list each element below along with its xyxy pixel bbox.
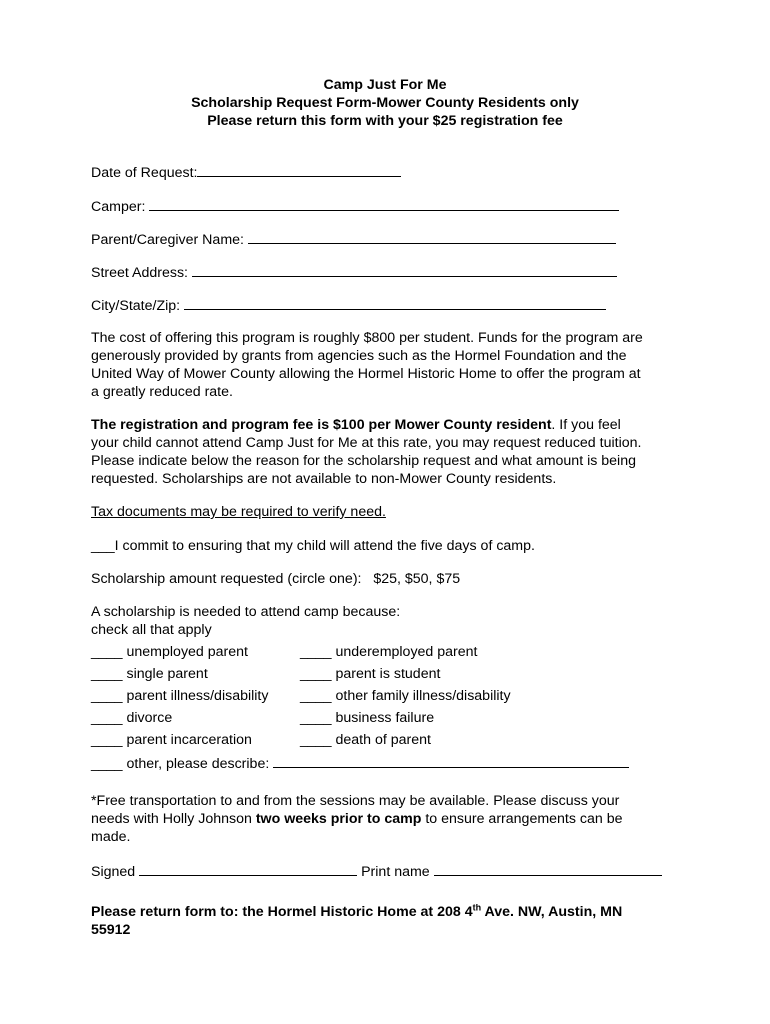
transport-text: needs with Holly Johnson	[91, 811, 256, 827]
reasons-instruction: check all that apply	[91, 622, 212, 638]
date-of-request-label: Date of Request:	[91, 165, 198, 181]
reason-blank[interactable]: ____	[91, 666, 123, 682]
reason-label: parent incarceration	[126, 732, 252, 748]
transport-line: made.	[91, 829, 131, 845]
reason-blank[interactable]: ____	[91, 688, 123, 704]
signed-label: Signed	[91, 864, 136, 880]
reason-other-row	[91, 753, 629, 773]
reason-item[interactable]	[91, 665, 208, 683]
camper-label: Camper:	[91, 199, 146, 215]
city-state-zip-row	[91, 295, 606, 315]
reason-label: parent illness/disability	[126, 688, 269, 704]
reason-item[interactable]	[300, 709, 434, 727]
reason-label: business failure	[335, 710, 435, 726]
return-address-text: Please return form to: the Hormel Historic Home at 208 4	[91, 904, 473, 920]
street-address-label: Street Address:	[91, 265, 188, 281]
print-name-label: Print name	[361, 864, 430, 880]
reason-item[interactable]	[91, 643, 248, 661]
parent-name-field[interactable]	[248, 229, 616, 244]
street-address-row	[91, 262, 617, 282]
reason-label: underemployed parent	[335, 644, 478, 660]
cost-paragraph-line: The cost of offering this program is roughly $800 per student. Funds for the program are	[91, 330, 643, 346]
other-reason-field[interactable]	[273, 753, 629, 768]
reason-blank[interactable]: ____	[300, 688, 332, 704]
cost-paragraph-line: a greatly reduced rate.	[91, 384, 233, 400]
amount-options[interactable]: $25, $50, $75	[373, 571, 461, 587]
transport-text: to ensure arrangements can be	[421, 811, 623, 827]
reason-blank[interactable]: ____	[91, 732, 123, 748]
reason-blank[interactable]: ____	[300, 644, 332, 660]
reason-label: death of parent	[335, 732, 431, 748]
return-address	[91, 903, 622, 921]
reason-blank[interactable]: ____	[91, 644, 123, 660]
form-title: Camp Just For Me	[323, 77, 447, 93]
amount-label: Scholarship amount requested (circle one):	[91, 571, 362, 587]
transport-line	[91, 810, 623, 828]
ordinal-suffix: th	[472, 902, 482, 913]
street-address-field[interactable]	[192, 262, 617, 277]
fee-paragraph-line: Please indicate below the reason for the scholarship request and what amount is being	[91, 453, 636, 469]
return-address-text: Ave. NW, Austin, MN	[481, 904, 623, 920]
signature-field[interactable]	[139, 861, 357, 876]
commit-checkbox-blank[interactable]: ___	[91, 538, 115, 554]
reason-item[interactable]	[91, 731, 252, 749]
reason-blank[interactable]: ____	[300, 666, 332, 682]
cost-paragraph-line: generously provided by grants from agencies such as the Hormel Foundation and the	[91, 348, 627, 364]
date-of-request-field[interactable]	[197, 162, 401, 177]
commit-text: I commit to ensuring that my child will attend the five days of camp.	[114, 538, 535, 554]
reason-item[interactable]	[300, 643, 478, 661]
commit-row	[91, 537, 535, 555]
reason-blank[interactable]: ____	[300, 732, 332, 748]
reason-item[interactable]	[300, 731, 431, 749]
reasons-intro: A scholarship is needed to attend camp because:	[91, 604, 401, 620]
reason-label: divorce	[126, 710, 173, 726]
fee-instruction: Please return this form with your $25 registration fee	[207, 113, 563, 129]
city-state-zip-label: City/State/Zip:	[91, 298, 181, 314]
transport-line: *Free transportation to and from the sessions may be available. Please discuss your	[91, 793, 620, 809]
parent-name-row	[91, 229, 616, 249]
camper-row	[91, 196, 619, 216]
parent-name-label: Parent/Caregiver Name:	[91, 232, 244, 248]
camper-field[interactable]	[149, 196, 619, 211]
form-subtitle: Scholarship Request Form-Mower County Residents only	[191, 95, 579, 111]
print-name-field[interactable]	[434, 861, 662, 876]
reason-blank[interactable]: ____	[300, 710, 332, 726]
fee-paragraph-text: . If you feel	[551, 417, 621, 433]
tax-documents-note: Tax documents may be required to verify need.	[91, 504, 386, 520]
cost-paragraph-line: United Way of Mower County allowing the Hormel Historic Home to offer the program at	[91, 366, 641, 382]
fee-paragraph-line	[91, 416, 621, 434]
reason-item[interactable]	[300, 687, 511, 705]
amount-row	[91, 570, 460, 588]
fee-statement: The registration and program fee is $100 per Mower County resident	[91, 417, 552, 433]
reason-blank[interactable]: ____	[91, 756, 123, 772]
date-of-request-row	[91, 162, 401, 182]
reason-label: other family illness/disability	[335, 688, 511, 704]
city-state-zip-field[interactable]	[184, 295, 606, 310]
transport-deadline: two weeks prior to camp	[255, 811, 422, 827]
reason-item[interactable]	[91, 687, 268, 705]
reason-blank[interactable]: ____	[91, 710, 123, 726]
reason-label: unemployed parent	[126, 644, 248, 660]
reason-label: single parent	[126, 666, 208, 682]
signature-row	[91, 861, 662, 881]
reason-item[interactable]	[300, 665, 440, 683]
fee-paragraph-line: your child cannot attend Camp Just for Me at this rate, you may request reduced tuition.	[91, 435, 642, 451]
return-zip: 55912	[91, 922, 131, 938]
reason-other-label: other, please describe:	[126, 756, 270, 772]
reason-label: parent is student	[335, 666, 441, 682]
fee-paragraph-line: requested. Scholarships are not available to non-Mower County residents.	[91, 471, 557, 487]
reason-item[interactable]	[91, 709, 172, 727]
